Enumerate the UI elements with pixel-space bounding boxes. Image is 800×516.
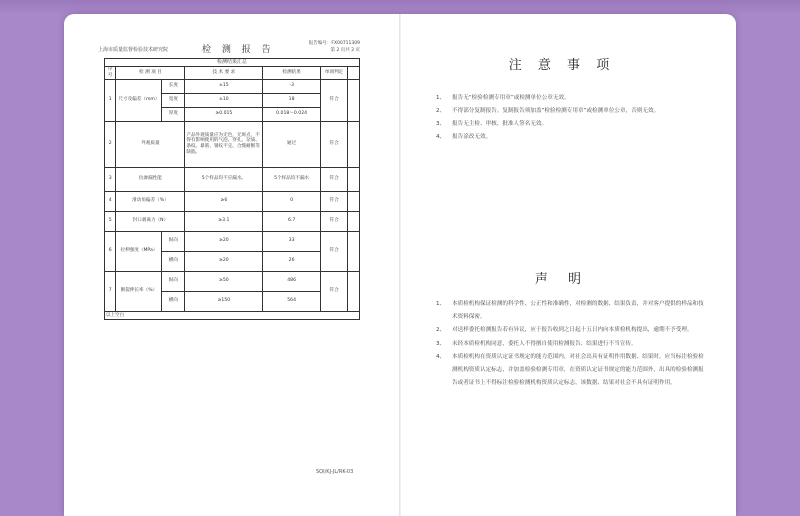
declaration-list [436, 298, 704, 390]
row-extra [348, 271, 360, 311]
report-number: 报告编号：FX00711309 [308, 41, 360, 46]
row-subitem: 宽度 [162, 93, 185, 107]
item-number: 3、 [436, 121, 446, 127]
row-requirement: 产品外观质量应为无色，无斑点，不得有影响使用的气泡、穿孔、杂质、条纹、暴筋、皱纹不完、合缝耐断等缺陷。 [185, 121, 263, 167]
row-result: 5个样品均不漏水 [263, 167, 320, 191]
row-judgement: 符合 [320, 79, 348, 121]
row-subitem: 横向 [162, 291, 185, 311]
row-no: 6 [105, 231, 116, 271]
item-text: 不得部分复制报告。复制报告须加盖“检验检测专用章”或检测单位公章，否则无效。 [452, 108, 660, 114]
list-item [436, 338, 704, 351]
item-text: 本质检机构在资质认定证书规定的能力范围内，对社会出具有证明作用数据、结果时，应当标注检验检测机构资质认定标志，并加盖检验检测专用章，在资质认定证书规定的能力范围外，出具的检验检测报告或者证书上不得标注检验检测机构资质认定标志，该数据、结果对社会不具有证明作用。 [452, 353, 704, 387]
row-result: 564 [263, 291, 320, 311]
row-requirement: 5个样品均不应漏水。 [185, 167, 263, 191]
list-item [436, 324, 704, 337]
item-text: 报告涂改无效。 [452, 134, 492, 140]
row-judgement: 符合 [320, 167, 348, 191]
item-text: 报告无“检验检测专用章”或检测单位公章无效。 [452, 95, 570, 101]
table-row [105, 167, 360, 191]
list-item [436, 105, 706, 118]
row-item: 断裂伸长率（%） [116, 271, 162, 311]
item-number: 1、 [436, 95, 446, 101]
row-result: 18 [263, 93, 320, 107]
row-no: 5 [105, 211, 116, 231]
row-result: 486 [263, 271, 320, 291]
row-extra [348, 167, 360, 191]
table-row [105, 79, 360, 93]
row-result: 通过 [263, 121, 320, 167]
item-number: 4、 [436, 134, 446, 140]
item-number: 4、 [436, 353, 446, 360]
list-item [436, 351, 704, 391]
report-header [98, 22, 360, 55]
row-no: 7 [105, 271, 116, 311]
item-number: 2、 [436, 327, 446, 334]
row-requirement: ≥150 [185, 291, 263, 311]
list-item [436, 118, 706, 131]
institute-name: 上海市质量监督检验技术研究院 [98, 47, 169, 53]
item-text: 本质检机构保证检测的科学性、公正性和准确性，对检测的数据、结果负责，并对客户提供的样品和技术资料保密。 [452, 301, 704, 321]
row-subitem: 纵向 [162, 231, 185, 251]
row-extra [348, 79, 360, 121]
row-requirement: ≥20 [185, 251, 263, 271]
form-code: SQI/KJ-JL/RK-03 [316, 469, 354, 475]
item-text: 对送样委托检测报告若有异议，应于报告收到之日起十五日内向本质检机构提出，逾期不予受理。 [452, 327, 693, 334]
row-judgement: 符合 [320, 271, 348, 311]
col-header-no: 序号 [105, 67, 116, 80]
row-item: 拉伸强度（MPa） [116, 231, 162, 271]
results-table [104, 58, 360, 320]
col-header-extra [348, 67, 360, 80]
item-number: 3、 [436, 340, 446, 347]
row-item: 外观质量 [116, 121, 185, 167]
item-text: 报告无主检、审核、批准人签名无效。 [452, 121, 548, 127]
row-item: 抗渗漏性能 [116, 167, 185, 191]
row-requirement: ≥50 [185, 271, 263, 291]
row-requirement: ≥0.015 [185, 107, 263, 121]
row-requirement: ≥6 [185, 191, 263, 211]
col-header-item: 检 测 项 目 [116, 67, 185, 80]
notice-list [436, 92, 706, 144]
row-no: 1 [105, 79, 116, 121]
col-header-requirement: 技 术 要 求 [185, 67, 263, 80]
row-extra [348, 231, 360, 271]
page-info: 第 2 页共 2 页 [330, 48, 360, 53]
row-item: 尺寸及偏差（mm） [116, 79, 162, 121]
list-item [436, 298, 704, 324]
row-no: 3 [105, 167, 116, 191]
top-background-band [0, 0, 800, 14]
row-result: 6.7 [263, 211, 320, 231]
table-caption: 检测结果汇总 [105, 59, 360, 67]
table-row [105, 211, 360, 231]
row-no: 2 [105, 121, 116, 167]
row-judgement: 符合 [320, 211, 348, 231]
table-row [105, 271, 360, 291]
row-result: 0 [263, 191, 320, 211]
row-judgement: 符合 [320, 191, 348, 211]
row-item: 滑动角偏差（%） [116, 191, 185, 211]
row-subitem: 纵向 [162, 271, 185, 291]
item-number: 1、 [436, 301, 446, 307]
test-report-page [98, 22, 360, 482]
col-header-judgement: 单项判定 [320, 67, 348, 80]
row-subitem: 厚度 [162, 107, 185, 121]
book-spine [399, 14, 401, 516]
row-item: 封口剥离力（N） [116, 211, 185, 231]
list-item [436, 131, 706, 144]
item-number: 2、 [436, 108, 446, 114]
row-requirement: ≥20 [185, 231, 263, 251]
row-requirement: ±10 [185, 93, 263, 107]
row-judgement: 符合 [320, 231, 348, 271]
row-subitem: 横向 [162, 251, 185, 271]
row-extra [348, 191, 360, 211]
row-requirement: ≥3.1 [185, 211, 263, 231]
row-judgement: 符合 [320, 121, 348, 167]
row-no: 4 [105, 191, 116, 211]
declaration-title: 声 明 [534, 272, 590, 287]
row-requirement: ±15 [185, 79, 263, 93]
table-row [105, 121, 360, 167]
row-subitem: 长度 [162, 79, 185, 93]
item-text: 未经本质检机构同意，委托人不得擅自使用检测报告、结果进行不当宣传。 [452, 340, 637, 347]
table-row [105, 231, 360, 251]
report-title: 检 测 报 告 [202, 45, 275, 55]
row-extra [348, 121, 360, 167]
row-result: 33 [263, 231, 320, 251]
row-result: -3 [263, 79, 320, 93]
table-row [105, 191, 360, 211]
table-footnote: 以上空白 [105, 311, 360, 319]
notice-title: 注 意 事 项 [508, 58, 616, 73]
row-result: 0.018～0.024 [263, 107, 320, 121]
row-extra [348, 211, 360, 231]
notice-page [412, 22, 712, 482]
col-header-result: 检测结果 [263, 67, 320, 80]
row-result: 26 [263, 251, 320, 271]
list-item [436, 92, 706, 105]
